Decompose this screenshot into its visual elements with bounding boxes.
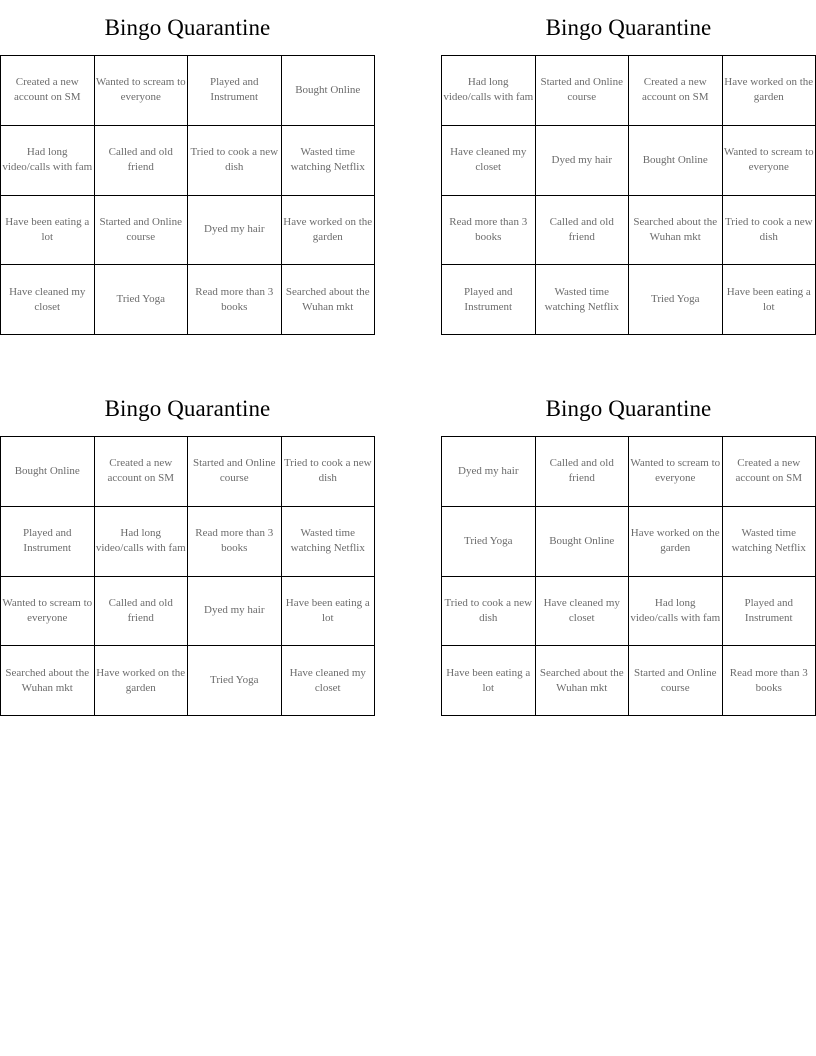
bingo-cell: Have cleaned my closet (442, 126, 536, 196)
bingo-cell: Had long video/calls with fam (95, 507, 189, 577)
card-title: Bingo Quarantine (545, 396, 712, 421)
bingo-cell: Have been eating a lot (442, 646, 536, 716)
bingo-cell: Wanted to scream to everyone (723, 126, 816, 196)
bingo-cell: Searched about the Wuhan mkt (629, 196, 723, 266)
bingo-cell: Started and Online course (95, 196, 189, 266)
bingo-cell: Have worked on the garden (282, 196, 376, 266)
bingo-cell: Tried to cook a new dish (282, 437, 376, 507)
bingo-card (441, 381, 816, 716)
bingo-cell: Wanted to scream to everyone (95, 56, 189, 126)
bingo-cell: Read more than 3 books (188, 507, 282, 577)
bingo-cell: Read more than 3 books (723, 646, 816, 716)
bingo-cell: Bought Online (1, 437, 95, 507)
bingo-cell: Had long video/calls with fam (1, 126, 95, 196)
bingo-cell: Read more than 3 books (188, 265, 282, 335)
bingo-cell: Dyed my hair (188, 196, 282, 266)
bingo-card (441, 0, 816, 335)
bingo-grid (0, 436, 375, 716)
bingo-cell: Searched about the Wuhan mkt (1, 646, 95, 716)
bingo-grid (441, 55, 816, 335)
bingo-cell: Searched about the Wuhan mkt (536, 646, 630, 716)
bingo-cell: Have been eating a lot (723, 265, 816, 335)
bingo-cell: Read more than 3 books (442, 196, 536, 266)
bingo-grid (441, 436, 816, 716)
bingo-cell: Had long video/calls with fam (442, 56, 536, 126)
bingo-cell: Tried Yoga (95, 265, 189, 335)
bingo-cell: Dyed my hair (442, 437, 536, 507)
bingo-cell: Wanted to scream to everyone (1, 577, 95, 647)
bingo-cell: Called and old friend (536, 437, 630, 507)
bingo-cell: Wanted to scream to everyone (629, 437, 723, 507)
bingo-cell: Played and Instrument (723, 577, 816, 647)
card-title: Bingo Quarantine (104, 396, 271, 421)
bingo-card (0, 381, 375, 716)
bingo-cell: Wasted time watching Netflix (723, 507, 816, 577)
bingo-cell: Have been eating a lot (1, 196, 95, 266)
bingo-cell: Searched about the Wuhan mkt (282, 265, 376, 335)
bingo-cell: Tried to cook a new dish (723, 196, 816, 266)
card-title: Bingo Quarantine (104, 15, 271, 40)
bingo-cell: Called and old friend (95, 126, 189, 196)
bingo-cell: Created a new account on SM (629, 56, 723, 126)
bingo-cell: Played and Instrument (1, 507, 95, 577)
bingo-cell: Dyed my hair (536, 126, 630, 196)
bingo-card (0, 0, 375, 335)
bingo-cell: Started and Online course (536, 56, 630, 126)
bingo-cell: Tried Yoga (629, 265, 723, 335)
bingo-cell: Played and Instrument (442, 265, 536, 335)
bingo-grid (0, 55, 375, 335)
bingo-cell: Bought Online (282, 56, 376, 126)
bingo-cell: Tried Yoga (442, 507, 536, 577)
bingo-cell: Wasted time watching Netflix (282, 126, 376, 196)
bingo-cell: Have worked on the garden (723, 56, 816, 126)
bingo-cell: Have cleaned my closet (536, 577, 630, 647)
bingo-cell: Wasted time watching Netflix (536, 265, 630, 335)
bingo-cell: Called and old friend (95, 577, 189, 647)
bingo-cell: Have worked on the garden (95, 646, 189, 716)
bingo-cell: Wasted time watching Netflix (282, 507, 376, 577)
bingo-cell: Created a new account on SM (95, 437, 189, 507)
bingo-cell: Have cleaned my closet (1, 265, 95, 335)
bingo-cell: Started and Online course (188, 437, 282, 507)
bingo-cell: Tried to cook a new dish (188, 126, 282, 196)
bingo-cell: Called and old friend (536, 196, 630, 266)
bingo-cell: Created a new account on SM (1, 56, 95, 126)
bingo-cell: Have cleaned my closet (282, 646, 376, 716)
bingo-cell: Started and Online course (629, 646, 723, 716)
bingo-cell: Played and Instrument (188, 56, 282, 126)
bingo-cell: Tried to cook a new dish (442, 577, 536, 647)
bingo-cell: Dyed my hair (188, 577, 282, 647)
bingo-cell: Bought Online (536, 507, 630, 577)
bingo-cell: Tried Yoga (188, 646, 282, 716)
card-title: Bingo Quarantine (545, 15, 712, 40)
bingo-cell: Created a new account on SM (723, 437, 816, 507)
bingo-cell: Had long video/calls with fam (629, 577, 723, 647)
bingo-cell: Have worked on the garden (629, 507, 723, 577)
bingo-cell: Bought Online (629, 126, 723, 196)
bingo-cell: Have been eating a lot (282, 577, 376, 647)
